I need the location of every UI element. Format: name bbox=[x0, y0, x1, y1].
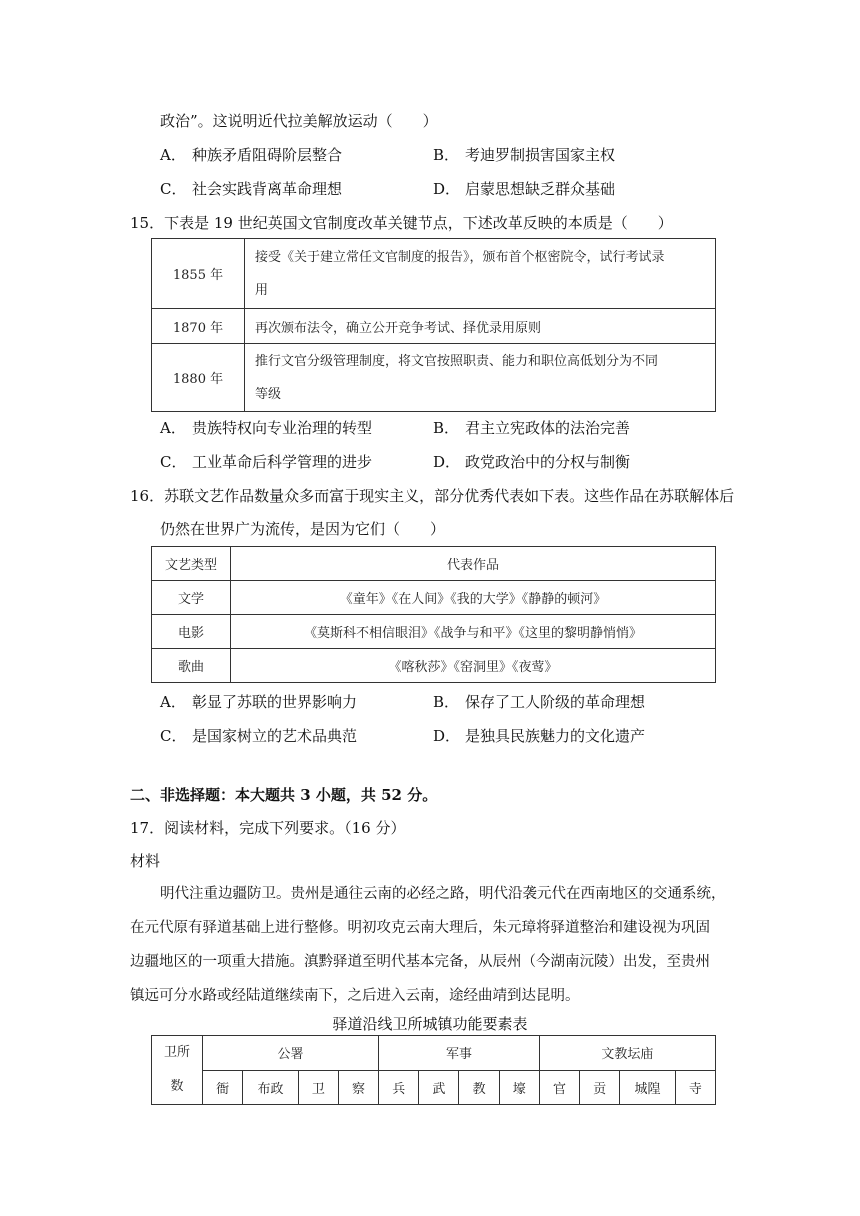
content-cell: 接受《关于建立常任文官制度的报告》，颁布首个枢密院令，试行考试录 用 bbox=[245, 239, 716, 309]
type-cell: 电影 bbox=[152, 615, 231, 649]
content-cell: 推行文官分级管理制度，将文官按照职责、能力和职位高低划分为不同 等级 bbox=[245, 344, 716, 412]
q15-option-b[interactable]: B． 君主立宪政体的法治完善 bbox=[433, 419, 631, 437]
q16-option-b[interactable]: B． 保存了工人阶级的革命理想 bbox=[433, 693, 646, 711]
q14-option-d[interactable]: D． 启蒙思想缺乏群众基础 bbox=[433, 180, 616, 198]
table-title: 驿道沿线卫所城镇功能要素表 bbox=[332, 1015, 528, 1033]
q14-option-a[interactable]: A． 种族矛盾阻碍阶层整合 bbox=[160, 146, 343, 164]
table-row bbox=[152, 649, 716, 683]
material-paragraph-line: 在元代原有驿道基础上进行整修。明初攻克云南大理后，朱元璋将驿道整治和建设视为巩固 bbox=[130, 920, 710, 936]
sub-header: 兵 bbox=[379, 1070, 419, 1105]
first-col-cell: 卫所 数 bbox=[152, 1036, 203, 1105]
group-header: 军事 bbox=[379, 1036, 540, 1071]
table-row bbox=[152, 615, 716, 649]
table-row bbox=[152, 344, 716, 412]
sub-header: 官 bbox=[539, 1070, 579, 1105]
table-header-row bbox=[152, 1036, 716, 1071]
works-cell: 《莫斯科不相信眼泪》《战争与和平》《这里的黎明静悄悄》 bbox=[231, 615, 716, 649]
material-paragraph-line: 明代注重边疆防卫。贵州是通往云南的必经之路，明代沿袭元代在西南地区的交通系统， bbox=[160, 886, 726, 902]
sub-header: 教 bbox=[459, 1070, 499, 1105]
group-header: 公署 bbox=[203, 1036, 379, 1071]
type-cell: 歌曲 bbox=[152, 649, 231, 683]
section-heading: 二、非选择题：本大题共 3 小题，共 52 分。 bbox=[130, 786, 438, 804]
q14-stem-tail: 政治”。这说明近代拉美解放运动（ ） bbox=[160, 112, 438, 130]
table-row bbox=[152, 239, 716, 309]
sub-header: 察 bbox=[338, 1070, 378, 1105]
q14-option-c[interactable]: C． 社会实践背离革命理想 bbox=[160, 180, 343, 198]
q16-option-a[interactable]: A． 彰显了苏联的世界影响力 bbox=[160, 693, 358, 711]
sub-header: 衙 bbox=[203, 1070, 243, 1105]
sub-header: 寺 bbox=[675, 1070, 715, 1105]
q16-stem-line1: 16．苏联文艺作品数量众多而富于现实主义，部分优秀代表如下表。这些作品在苏联解体后 bbox=[130, 487, 735, 505]
material-label: 材料 bbox=[130, 852, 161, 870]
header-cell: 代表作品 bbox=[231, 547, 716, 581]
q17-table bbox=[151, 1035, 716, 1105]
type-cell: 文学 bbox=[152, 581, 231, 615]
works-cell: 《童年》《在人间》《我的大学》《静静的顿河》 bbox=[231, 581, 716, 615]
q17-stem: 17．阅读材料，完成下列要求。（16 分） bbox=[130, 819, 406, 837]
sub-header: 贡 bbox=[580, 1070, 620, 1105]
q15-option-d[interactable]: D． 政党政治中的分权与制衡 bbox=[433, 453, 631, 471]
q15-table bbox=[151, 238, 716, 412]
sub-header: 布政 bbox=[243, 1070, 299, 1105]
year-cell: 1855 年 bbox=[152, 239, 245, 309]
q16-option-d[interactable]: D． 是独具民族魅力的文化遗产 bbox=[433, 727, 646, 745]
year-cell: 1870 年 bbox=[152, 309, 245, 344]
q14-option-b[interactable]: B． 考迪罗制损害国家主权 bbox=[433, 146, 616, 164]
q15-stem: 15．下表是 19 世纪英国文官制度改革关键节点，下述改革反映的本质是（ ） bbox=[130, 214, 673, 232]
table-header-row bbox=[152, 547, 716, 581]
material-paragraph-line: 边疆地区的一项重大措施。滇黔驿道至明代基本完备，从辰州（今湖南沅陵）出发，至贵州 bbox=[130, 954, 710, 970]
sub-header: 壕 bbox=[499, 1070, 539, 1105]
year-cell: 1880 年 bbox=[152, 344, 245, 412]
sub-header: 城隍 bbox=[620, 1070, 676, 1105]
table-row bbox=[152, 309, 716, 344]
q16-table bbox=[151, 546, 716, 683]
content-cell: 再次颁布法令，确立公开竞争考试、择优录用原则 bbox=[245, 309, 716, 344]
q15-option-a[interactable]: A． 贵族特权向专业治理的转型 bbox=[160, 419, 373, 437]
q16-option-c[interactable]: C． 是国家树立的艺术品典范 bbox=[160, 727, 358, 745]
sub-header: 卫 bbox=[298, 1070, 338, 1105]
table-sub-header-row bbox=[152, 1070, 716, 1105]
q15-option-c[interactable]: C． 工业革命后科学管理的进步 bbox=[160, 453, 373, 471]
material-paragraph-line: 镇远可分水路或经陆道继续南下，之后进入云南，途经曲靖到达昆明。 bbox=[130, 988, 580, 1004]
header-cell: 文艺类型 bbox=[152, 547, 231, 581]
table-row bbox=[152, 581, 716, 615]
q16-stem-line2: 仍然在世界广为流传，是因为它们（ ） bbox=[160, 520, 446, 538]
sub-header: 武 bbox=[419, 1070, 459, 1105]
group-header: 文教坛庙 bbox=[539, 1036, 715, 1071]
works-cell: 《喀秋莎》《窑洞里》《夜莺》 bbox=[231, 649, 716, 683]
